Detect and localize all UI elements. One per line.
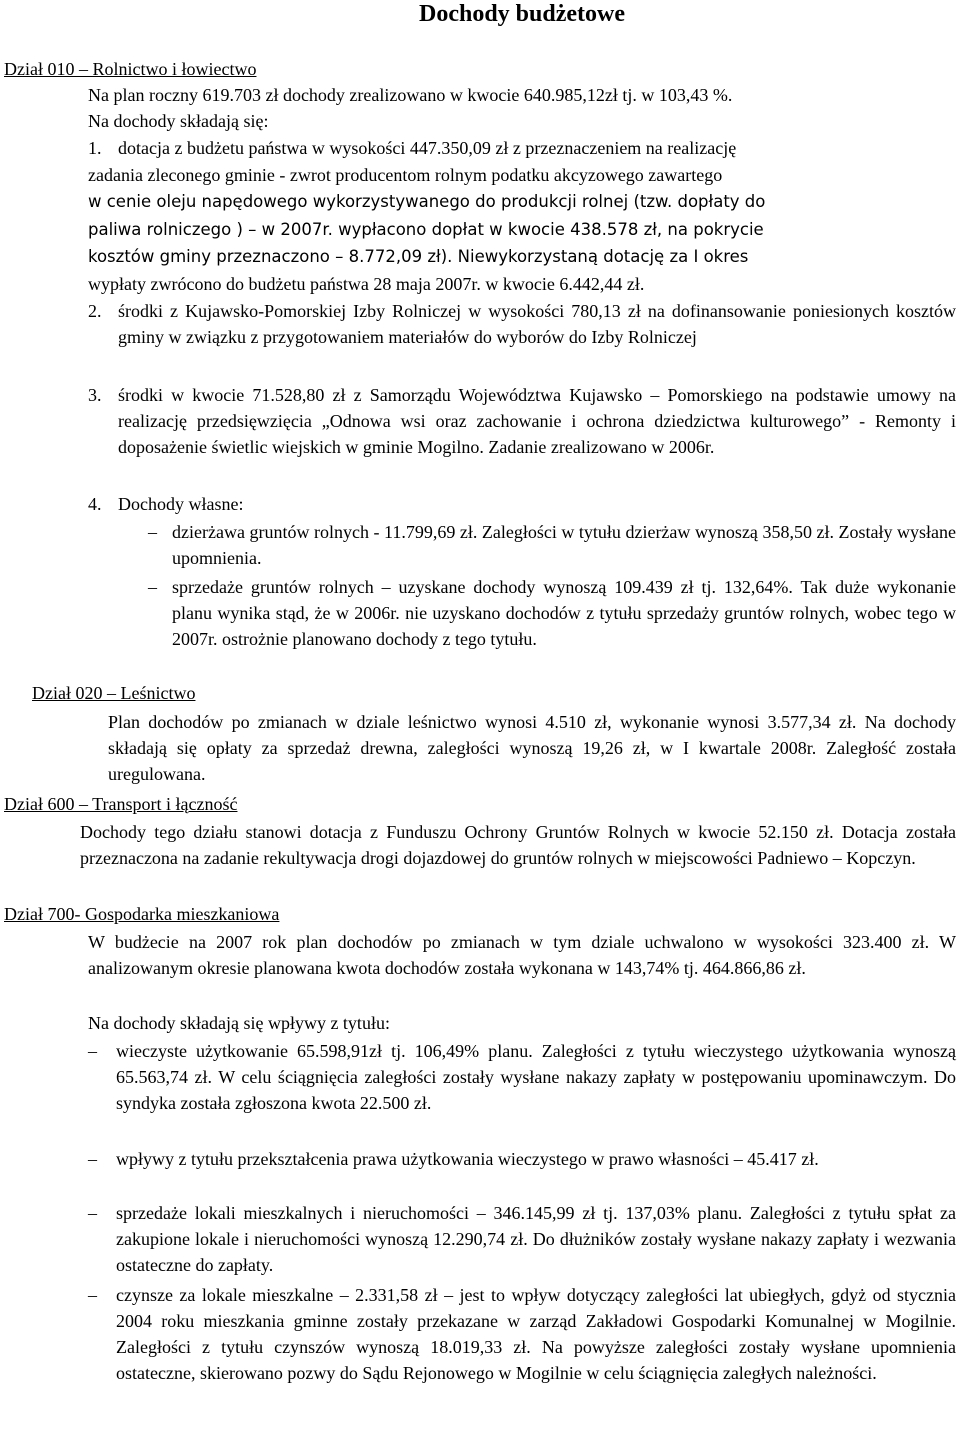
item-1-line-4: paliwa rolniczego ) – w 2007r. wypłacono dopłat w kwocie 438.578 zł, na pokrycie [88,220,764,239]
section-010-intro-plan: Na plan roczny 619.703 zł dochody zrealizowano w kwocie 640.985,12zł tj. w 103,43 %. [88,85,733,105]
section-heading-700: Dział 700- Gospodarka mieszkaniowa [4,904,280,924]
page-title: Dochody budżetowe [418,1,625,27]
section-heading-020: Dział 020 – Leśnictwo [32,683,196,703]
section-020-text: Plan dochodów po zmianach w dziale leśnictwo wynosi 4.510 zł, wykonanie wynosi 3.577,34 zł. Na dochody składają się opłaty za sprzedaż drewna, zaległości wynoszą 19,26 zł, w I kwartale 2008r. Zaległość została uregulowana. [108,712,956,784]
bullet-dash: – [148,522,157,542]
section-700-intro: Na dochody składają się wpływy z tytułu: [88,1013,390,1033]
bullet-dash: – [88,1149,97,1169]
bullet-lease-text: dzierżawa gruntów rolnych - 11.799,69 zł. Zaległości w tytułu dzierżaw wynoszą 358,50 zł. Zostały wysłane upomnienia. [172,522,956,568]
bullet-dash: – [148,577,157,597]
list-number-3: 3. [88,385,102,405]
section-600-text: Dochody tego działu stanowi dotacja z Funduszu Ochrony Gruntów Rolnych w kwocie 52.150 zł. Dotacja została przeznaczona na zadanie rekultywacja drogi dojazdowej do gruntów rolnych w miejscowości Padniewo – Kopczyn. [80,822,956,868]
bullet-ownership-conversion-text: wpływy z tytułu przekształcenia prawa użytkowania wieczystego w prawo własności – 45.417 zł. [116,1149,819,1169]
item-1-line-3: w cenie oleju napędowego wykorzystywanego do produkcji rolnej (tzw. dopłaty do [88,192,766,211]
list-number-1: 1. [88,138,102,158]
section-700-text: W budżecie na 2007 rok plan dochodów po zmianach w tym dziale uchwalono w wysokości 323.400 zł. W analizowanym okresie planowana kwota dochodów została wykonana w 143,74% tj. 464.866,86 zł. [88,932,956,978]
item-1-line-5: kosztów gminy przeznaczono – 8.772,09 zł). Niewykorzystaną dotację za I okres [88,247,749,266]
item-1-line-1: dotacja z budżetu państwa w wysokości 447.350,09 zł z przeznaczeniem na realizację [118,138,737,158]
section-heading-600: Dział 600 – Transport i łączność [4,794,238,814]
section-heading-010: Dział 010 – Rolnictwo i łowiectwo [4,59,257,79]
item-2-text: środki z Kujawsko-Pomorskiej Izby Rolniczej w wysokości 780,13 zł na dofinansowanie poniesionych kosztów gminy w związku z przygotowaniem materiałów do wyborów do Izby Rolniczej [118,301,956,347]
list-number-4: 4. [88,494,102,514]
bullet-rent-text: czynsze za lokale mieszkalne – 2.331,58 zł – jest to wpływ dotyczący zaległości lat ubiegłych, gdyż od stycznia 2004 roku mieszkania gminne zostały przekazane w zarząd Zakładowi Gospodarki Komunalnej w Mogilnie. Zaległości z tytułu czynszów wynoszą 18.019,33 zł. Na powyższe zaległości zostały wysłane upomnienia ostateczne, skierowano pozwy do Sądu Rejonowego w Mogilnie w celu ściągnięcia zaległych należności. [116,1285,956,1383]
list-number-2: 2. [88,301,102,321]
bullet-premises-sales-text: sprzedaże lokali mieszkalnych i nieruchomości – 346.145,99 zł tj. 137,03% planu. Zaległości z tytułu spłat za zakupione lokale i nieruchomości wynoszą 12.290,74 zł. Do dłużników zostały wysłane nakazy zapłaty i wezwania ostateczne do zapłaty. [116,1203,956,1275]
item-1-line-6: wypłaty zwrócono do budżetu państwa 28 maja 2007r. w kwocie 6.442,44 zł. [88,274,645,294]
bullet-dash: – [88,1285,97,1305]
bullet-dash: – [88,1041,97,1061]
bullet-dash: – [88,1203,97,1223]
section-010-intro-sources: Na dochody składają się: [88,111,269,131]
bullet-land-sales-text: sprzedaże gruntów rolnych – uzyskane dochody wynoszą 109.439 zł tj. 132,64%. Tak duże wykonanie planu wynika stąd, że w 2006r. nie uzyskano dochodów z tytułu sprzedaży gruntów rolnych, wobec tego w 2007r. ostrożnie planowano dochody z tego tytułu. [172,577,956,649]
item-1-line-2: zadania zleconego gminie - zwrot producentom rolnym podatku akcyzowego zawartego [88,165,723,185]
item-4-text: Dochody własne: [118,494,244,514]
bullet-perpetual-usufruct-text: wieczyste użytkowanie 65.598,91zł tj. 106,49% planu. Zaległości z tytułu wieczystego użytkowania wynoszą 65.563,74 zł. W celu ściągnięcia zaległości zostały wysłane nakazy zapłaty w postępowaniu upominawczym. Do syndyka została zgłoszona kwota 22.500 zł. [116,1041,956,1113]
item-3-text: środki w kwocie 71.528,80 zł z Samorządu Województwa Kujawsko – Pomorskiego na podstawie umowy na realizację przedsięwzięcia „Odnowa wsi oraz zachowanie i ochrona dziedzictwa kulturowego” - Remonty i doposażenie świetlic wiejskich w gminie Mogilno. Zadanie zrealizowano w 2006r. [118,385,956,457]
